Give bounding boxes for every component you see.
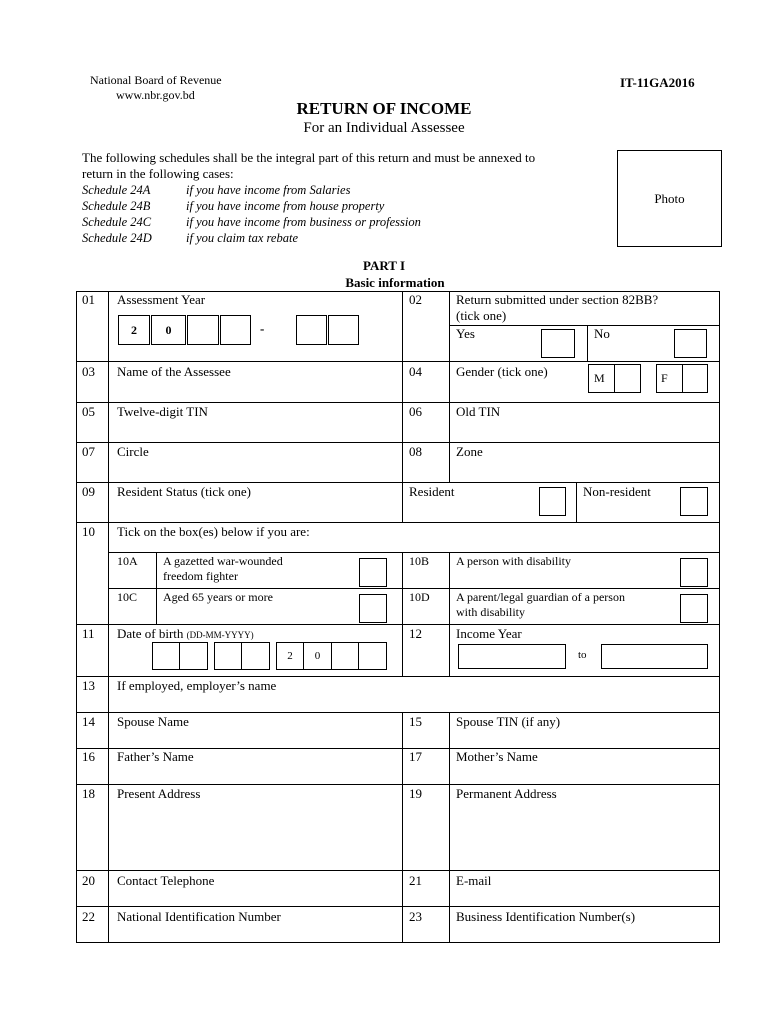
resident-checkbox[interactable] xyxy=(539,487,566,516)
field-number: 05 xyxy=(82,404,95,419)
field-number: 19 xyxy=(409,786,422,801)
dob-digit[interactable] xyxy=(152,642,180,670)
income-year-from-field[interactable] xyxy=(458,644,566,669)
employer-name-label: If employed, employer’s name xyxy=(117,678,277,693)
bin-label: Business Identification Number(s) xyxy=(456,909,636,924)
field-number: 07 xyxy=(82,444,95,459)
disability-label: A person with disability xyxy=(456,554,571,568)
gender-m-label: M xyxy=(588,364,615,393)
aged-65-label: Aged 65 years or more xyxy=(163,590,273,604)
field-number: 09 xyxy=(82,484,95,499)
dob-digit[interactable] xyxy=(241,642,270,670)
resident-status-label: Resident Status (tick one) xyxy=(117,484,251,499)
dob-digit[interactable] xyxy=(214,642,242,670)
field-number: 16 xyxy=(82,749,95,764)
gender-m-checkbox[interactable] xyxy=(614,364,641,393)
field-number: 18 xyxy=(82,786,95,801)
field-number: 11 xyxy=(82,626,95,641)
war-wounded-label: A gazetted war-wounded xyxy=(163,554,283,568)
field-number: 10C xyxy=(117,590,138,604)
contact-telephone-label: Contact Telephone xyxy=(117,873,215,888)
field-number: 10 xyxy=(82,524,95,539)
yes-label: Yes xyxy=(456,326,475,341)
spouse-tin-label: Spouse TIN (if any) xyxy=(456,714,561,729)
schedule-condition: if you have income from business or profession xyxy=(186,215,421,229)
guardian-checkbox[interactable] xyxy=(680,594,708,623)
gender-label: Gender (tick one) xyxy=(456,364,548,379)
field-number: 15 xyxy=(409,714,422,729)
dob-digit[interactable] xyxy=(179,642,208,670)
field-number: 03 xyxy=(82,364,95,379)
schedule-condition: if you have income from Salaries xyxy=(186,183,351,197)
guardian-label: with disability xyxy=(456,605,525,619)
part-title: PART I xyxy=(362,258,406,273)
dob-format: (DD-MM-YYYY) xyxy=(186,630,254,640)
zone-label: Zone xyxy=(456,444,483,459)
schedule-name: Schedule 24C xyxy=(82,215,152,229)
field-number: 21 xyxy=(409,873,422,888)
schedule-condition: if you have income from house property xyxy=(186,199,385,213)
field-number: 22 xyxy=(82,909,95,924)
circle-label: Circle xyxy=(117,444,149,459)
yes-checkbox[interactable] xyxy=(541,329,575,358)
aged-65-checkbox[interactable] xyxy=(359,594,387,623)
war-wounded-label: freedom fighter xyxy=(163,569,238,583)
war-wounded-checkbox[interactable] xyxy=(359,558,387,587)
field-number: 10D xyxy=(409,590,430,604)
dob-label-text: Date of birth xyxy=(117,626,184,641)
disability-checkbox[interactable] xyxy=(680,558,708,587)
photo-label: Photo xyxy=(654,190,685,206)
assessment-year-digit[interactable]: 0 xyxy=(151,315,186,345)
no-checkbox[interactable] xyxy=(674,329,707,358)
schedule-name: Schedule 24D xyxy=(82,231,152,245)
field-number: 01 xyxy=(82,292,95,307)
old-tin-label: Old TIN xyxy=(456,404,501,419)
dob-digit[interactable]: 0 xyxy=(303,642,332,670)
permanent-address-label: Permanent Address xyxy=(456,786,557,801)
dob-digit[interactable] xyxy=(358,642,387,670)
photo-box[interactable] xyxy=(617,150,722,247)
field-number: 08 xyxy=(409,444,422,459)
gender-f-checkbox[interactable] xyxy=(682,364,708,393)
field-number: 02 xyxy=(409,292,422,307)
spouse-name-label: Spouse Name xyxy=(117,714,189,729)
part-subtitle: Basic information xyxy=(345,275,445,290)
dob-digit[interactable]: 2 xyxy=(276,642,304,670)
nonresident-label: Non-resident xyxy=(583,484,651,499)
field-number: 13 xyxy=(82,678,95,693)
income-year-to-field[interactable] xyxy=(601,644,708,669)
field-number: 20 xyxy=(82,873,95,888)
guardian-label: A parent/legal guardian of a person xyxy=(456,590,625,604)
page-subtitle: For an Individual Assessee xyxy=(303,120,465,136)
schedule-name: Schedule 24A xyxy=(82,183,151,197)
present-address-label: Present Address xyxy=(117,786,201,801)
assessment-year-digit[interactable] xyxy=(328,315,359,345)
year-dash: - xyxy=(260,321,265,336)
tin-label: Twelve-digit TIN xyxy=(117,404,208,419)
dob-digit[interactable] xyxy=(331,642,359,670)
assessment-year-digit[interactable] xyxy=(187,315,219,345)
intro-line-1: The following schedules shall be the integral part of this return and must be annexed to xyxy=(82,150,536,165)
nonresident-checkbox[interactable] xyxy=(680,487,708,516)
mother-name-label: Mother’s Name xyxy=(456,749,538,764)
field-number: 14 xyxy=(82,714,95,729)
assessee-name-label: Name of the Assessee xyxy=(117,364,231,379)
field-number: 12 xyxy=(409,626,422,641)
form-number: IT-11GA2016 xyxy=(620,75,695,90)
email-label: E-mail xyxy=(456,873,492,888)
nid-label: National Identification Number xyxy=(117,909,281,924)
resident-label: Resident xyxy=(409,484,455,499)
no-label: No xyxy=(594,326,610,341)
field-number: 10A xyxy=(117,554,138,568)
page-title: RETURN OF INCOME xyxy=(296,99,472,118)
section-82bb-label: Return submitted under section 82BB? xyxy=(456,292,659,307)
schedule-name: Schedule 24B xyxy=(82,199,151,213)
field-number: 23 xyxy=(409,909,422,924)
website[interactable]: www.nbr.gov.bd xyxy=(116,88,195,102)
field-number: 04 xyxy=(409,364,422,379)
schedule-condition: if you claim tax rebate xyxy=(186,231,299,245)
tick-one-label: (tick one) xyxy=(456,308,507,323)
gender-f-label: F xyxy=(656,364,683,393)
field-number: 10B xyxy=(409,554,430,568)
father-name-label: Father’s Name xyxy=(117,749,194,764)
tick-boxes-label: Tick on the box(es) below if you are: xyxy=(117,524,310,539)
assessment-year-digit[interactable]: 2 xyxy=(118,315,150,345)
income-year-to-label: to xyxy=(578,649,587,661)
income-year-label: Income Year xyxy=(456,626,522,641)
board-name: National Board of Revenue xyxy=(90,73,222,87)
assessment-year-digit[interactable] xyxy=(220,315,251,345)
field-number: 17 xyxy=(409,749,422,764)
dob-label xyxy=(117,626,254,643)
field-number: 06 xyxy=(409,404,422,419)
assessment-year-digit[interactable] xyxy=(296,315,327,345)
assessment-year-label: Assessment Year xyxy=(117,292,206,307)
intro-line-2: return in the following cases: xyxy=(82,166,234,181)
